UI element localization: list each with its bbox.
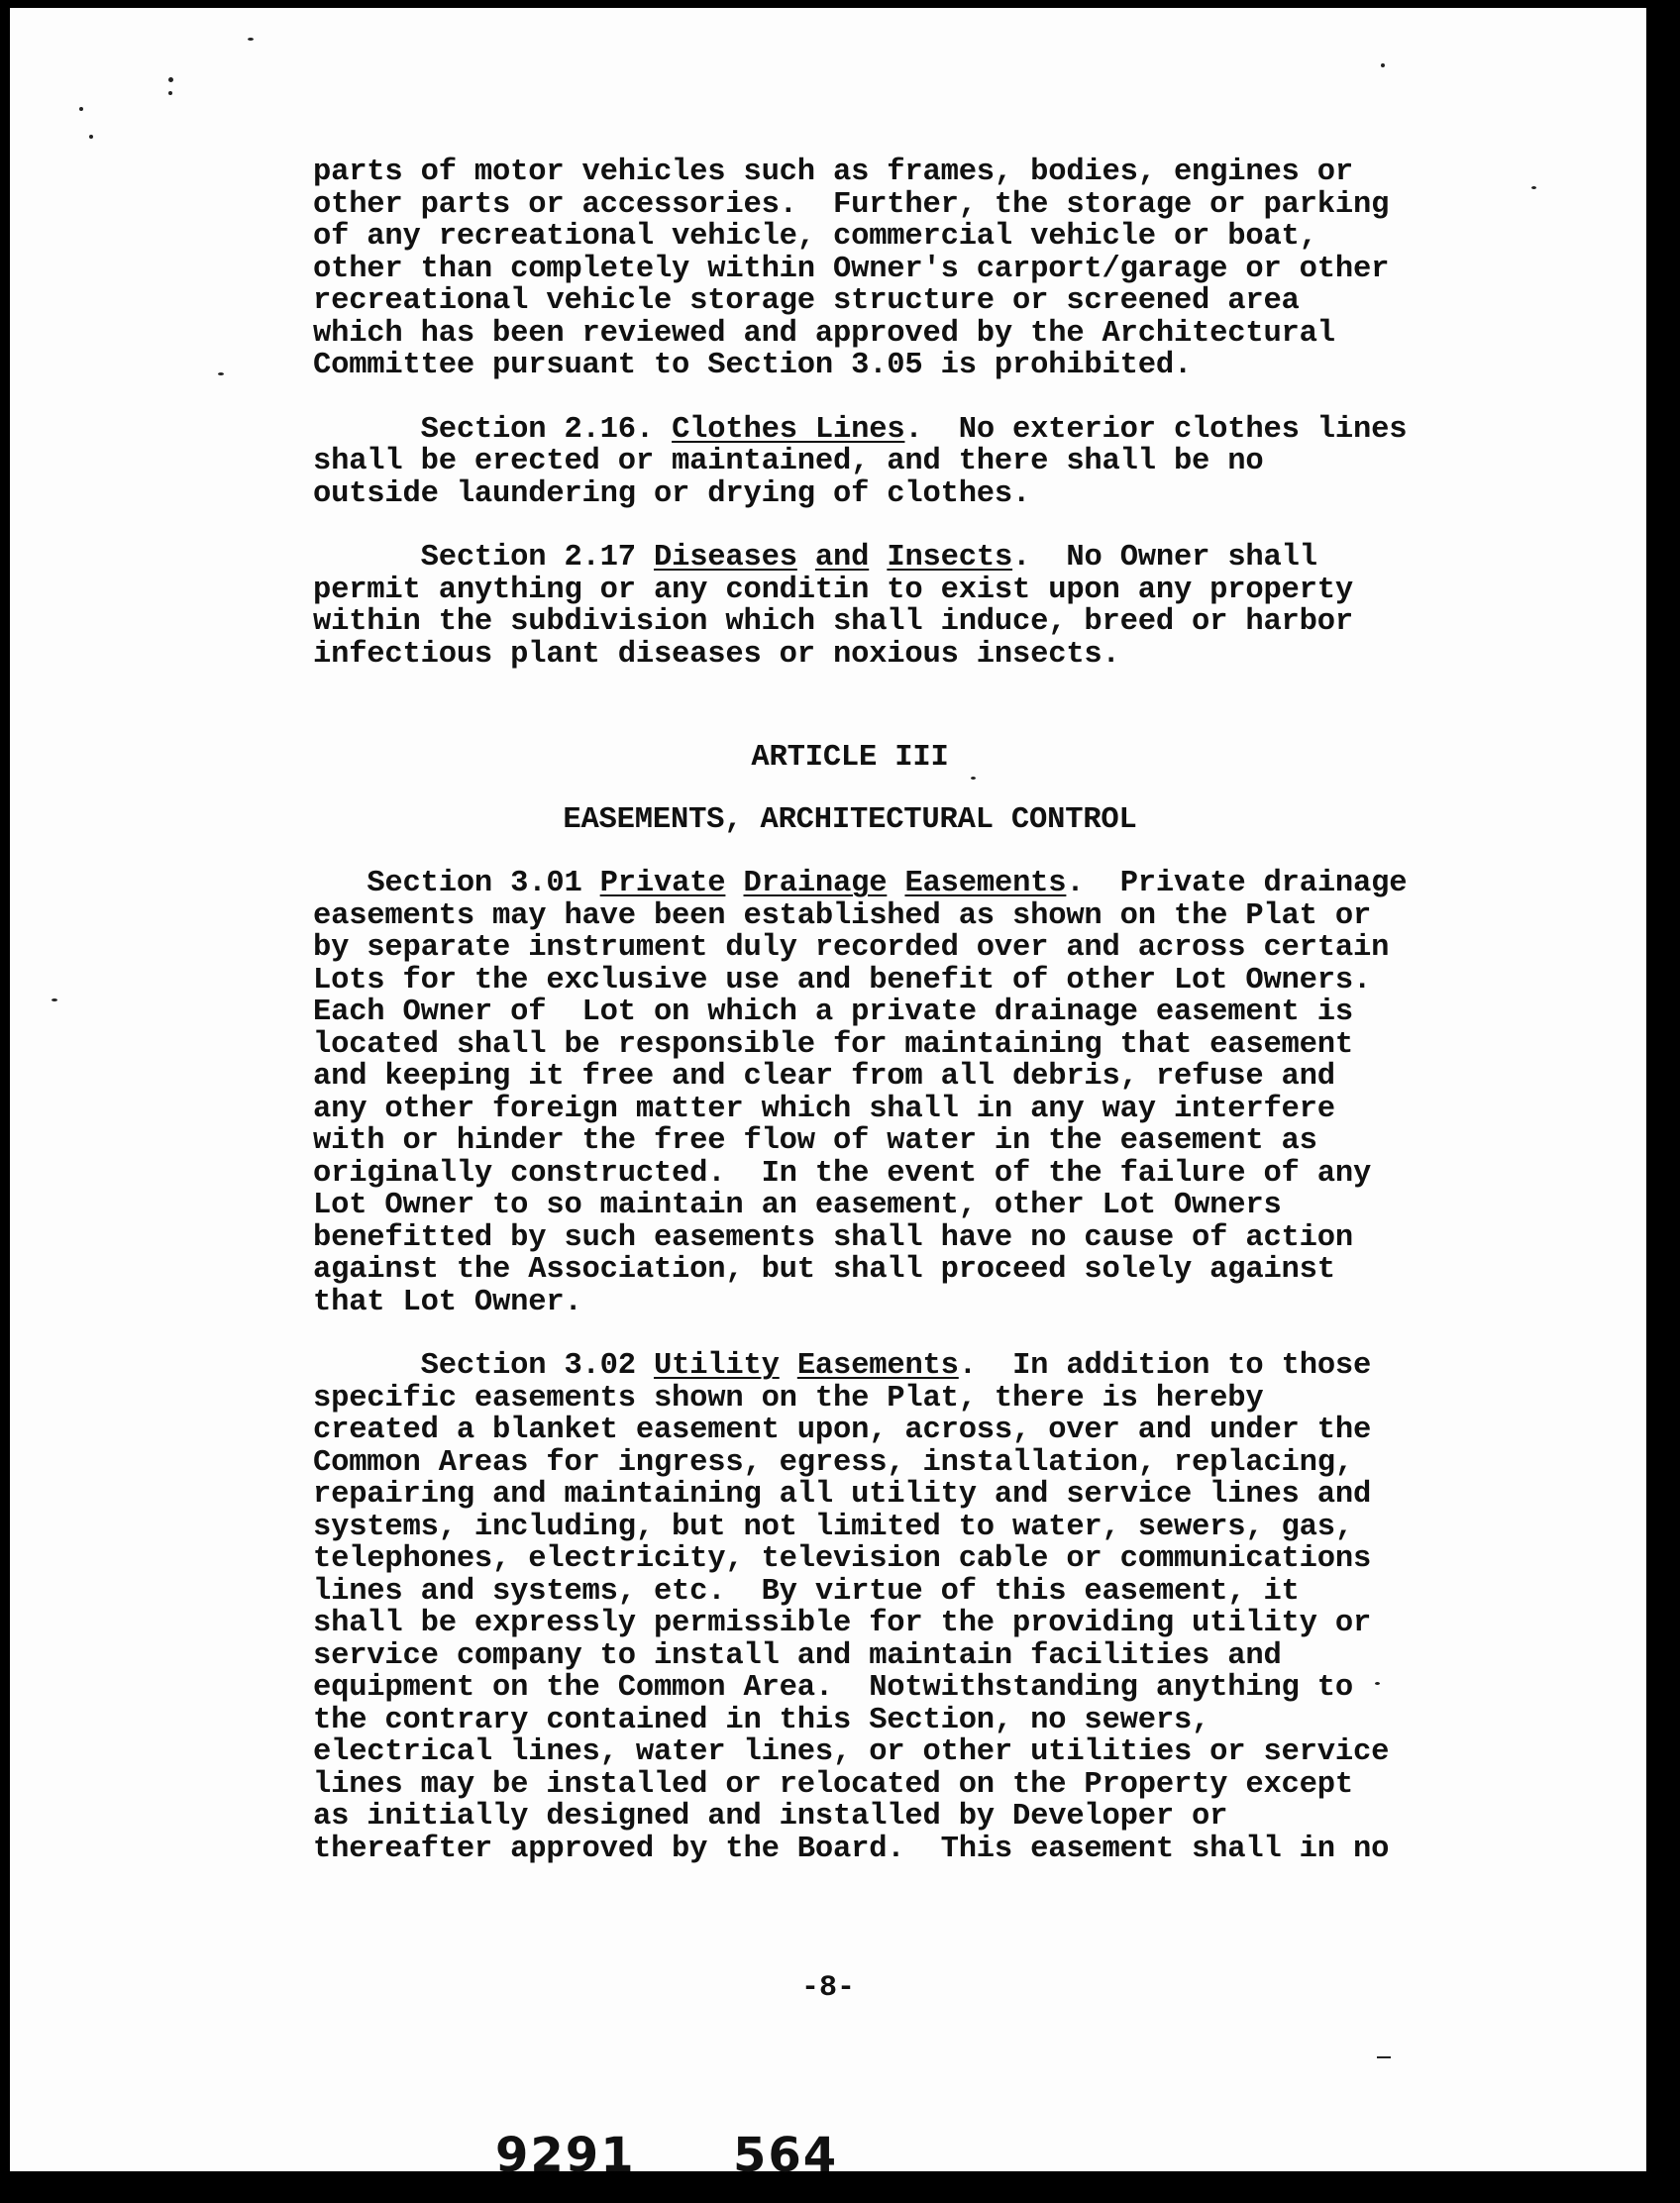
text-line: lines may be installed or relocated on the Property except bbox=[313, 1767, 1353, 1802]
text-line: Committee pursuant to Section 3.05 is prohibited. bbox=[313, 349, 1193, 382]
text-line: benefitted by such easements shall have no cause of action bbox=[313, 1220, 1353, 1255]
text-line: the contrary contained in this Section, no sewers, bbox=[313, 1703, 1210, 1737]
section-3-02 bbox=[313, 1350, 1482, 1865]
scan-speck bbox=[218, 372, 224, 375]
scan-speck bbox=[52, 998, 57, 1001]
section-first-line bbox=[313, 868, 1482, 900]
section-first-line bbox=[313, 1350, 1482, 1383]
text-line: and keeping it free and clear from all debris, refuse and bbox=[313, 1060, 1335, 1094]
text-line: shall be erected or maintained, and there shall be no bbox=[313, 445, 1264, 478]
text-line: of any recreational vehicle, commercial vehicle or boat, bbox=[313, 220, 1317, 254]
scan-speck bbox=[248, 38, 254, 41]
section-title: Diseases bbox=[653, 541, 797, 575]
scan-speck bbox=[1531, 186, 1536, 189]
text-line: Each Owner of Lot on which a private drainage easement is bbox=[313, 996, 1353, 1029]
article-subheading: EASEMENTS, ARCHITECTURAL CONTROL bbox=[563, 802, 1137, 837]
text-line: infectious plant diseases or noxious insects. bbox=[313, 637, 1120, 672]
section-title: Easements bbox=[796, 1349, 959, 1383]
text-line: within the subdivision which shall induce, breed or harbor bbox=[313, 605, 1353, 639]
section-number: Section 3.01 bbox=[367, 867, 582, 900]
text-line: equipment on the Common Area. Notwithstanding anything to bbox=[313, 1671, 1353, 1705]
text-line: against the Association, but shall proceed solely against bbox=[313, 1253, 1335, 1287]
section-title: Clothes Lines bbox=[672, 412, 905, 447]
recording-book-number: 9291 bbox=[495, 2128, 636, 2183]
section-title: Easements bbox=[904, 867, 1067, 900]
text-line: located shall be responsible for maintaining that easement bbox=[313, 1027, 1353, 1062]
text-line: created a blanket easement upon, across, over and under the bbox=[313, 1414, 1372, 1447]
section-number: Section 2.17 bbox=[420, 541, 636, 575]
text-line: Lots for the exclusive use and benefit of other Lot Owners. bbox=[313, 963, 1372, 997]
text-line: lines and systems, etc. By virtue of this easement, it bbox=[313, 1574, 1300, 1609]
continuation-paragraph bbox=[313, 157, 1482, 382]
text-line: other than completely within Owner's carport/garage or other bbox=[313, 252, 1390, 286]
text-line: recreational vehicle storage structure or screened area bbox=[313, 284, 1300, 318]
section-first-line bbox=[313, 414, 1482, 447]
text-line: service company to install and maintain facilities and bbox=[313, 1638, 1282, 1673]
text-line: Common Areas for ingress, egress, installation, replacing, bbox=[313, 1445, 1353, 1480]
section-first-line bbox=[313, 542, 1482, 575]
text-line: specific easements shown on the Plat, there is hereby bbox=[313, 1381, 1264, 1416]
text-line: systems, including, but not limited to water, sewers, gas, bbox=[313, 1510, 1353, 1544]
section-3-01 bbox=[313, 868, 1482, 1318]
text-line: . In addition to those bbox=[958, 1349, 1372, 1383]
document-body bbox=[313, 157, 1482, 1865]
scan-speck bbox=[89, 135, 93, 139]
text-line: Lot Owner to so maintain an easement, other Lot Owners bbox=[313, 1189, 1282, 1222]
scan-speck bbox=[1377, 2056, 1391, 2058]
scan-speck bbox=[79, 107, 83, 111]
text-line: electrical lines, water lines, or other utilities or service bbox=[313, 1735, 1390, 1769]
text-line: permit anything or any conditin to exist upon any property bbox=[313, 573, 1353, 607]
text-line: . No Owner shall bbox=[1012, 541, 1317, 575]
section-2-16 bbox=[313, 414, 1482, 511]
scan-speck bbox=[971, 777, 976, 780]
page-number: -8- bbox=[800, 1971, 855, 2005]
scan-speck bbox=[168, 77, 173, 82]
recording-page-number: 564 bbox=[733, 2128, 839, 2183]
text-line: as initially designed and installed by Developer or bbox=[313, 1800, 1228, 1834]
text-line: outside laundering or drying of clothes. bbox=[313, 476, 1031, 511]
section-title: Drainage bbox=[743, 867, 888, 900]
text-line: thereafter approved by the Board. This easement shall in no bbox=[313, 1832, 1390, 1866]
text-line: parts of motor vehicles such as frames, bodies, engines or bbox=[313, 156, 1353, 189]
section-title: Utility bbox=[653, 1349, 780, 1383]
section-title: Private bbox=[599, 867, 726, 900]
text-line: that Lot Owner. bbox=[313, 1285, 582, 1319]
text-line: which has been reviewed and approved by the Architectural bbox=[313, 316, 1335, 351]
scan-speck bbox=[1375, 1682, 1380, 1685]
scan-speck bbox=[168, 91, 172, 95]
text-line: easements may have been established as shown on the Plat or bbox=[313, 898, 1372, 933]
text-line: telephones, electricity, television cable or communications bbox=[313, 1542, 1372, 1576]
article-heading: ARTICLE III bbox=[751, 741, 949, 775]
text-line: repairing and maintaining all utility and service lines and bbox=[313, 1478, 1372, 1512]
text-line: . Private drainage bbox=[1066, 867, 1408, 900]
section-title: Insects bbox=[887, 541, 1013, 575]
section-2-17 bbox=[313, 542, 1482, 671]
text-line: other parts or accessories. Further, the storage or parking bbox=[313, 187, 1390, 222]
section-number: Section 2.16. bbox=[420, 412, 654, 447]
section-number: Section 3.02 bbox=[420, 1349, 636, 1383]
scan-speck bbox=[1381, 63, 1385, 67]
text-line: by separate instrument duly recorded over and across certain bbox=[313, 931, 1390, 965]
text-line: with or hinder the free flow of water in the easement as bbox=[313, 1124, 1317, 1158]
section-title: and bbox=[814, 541, 870, 575]
text-line: . No exterior clothes lines bbox=[904, 412, 1408, 447]
text-line: shall be expressly permissible for the providing utility or bbox=[313, 1607, 1372, 1640]
text-line: any other foreign matter which shall in any way interfere bbox=[313, 1092, 1335, 1126]
text-line: originally constructed. In the event of the failure of any bbox=[313, 1156, 1372, 1191]
document-page bbox=[10, 8, 1646, 2183]
